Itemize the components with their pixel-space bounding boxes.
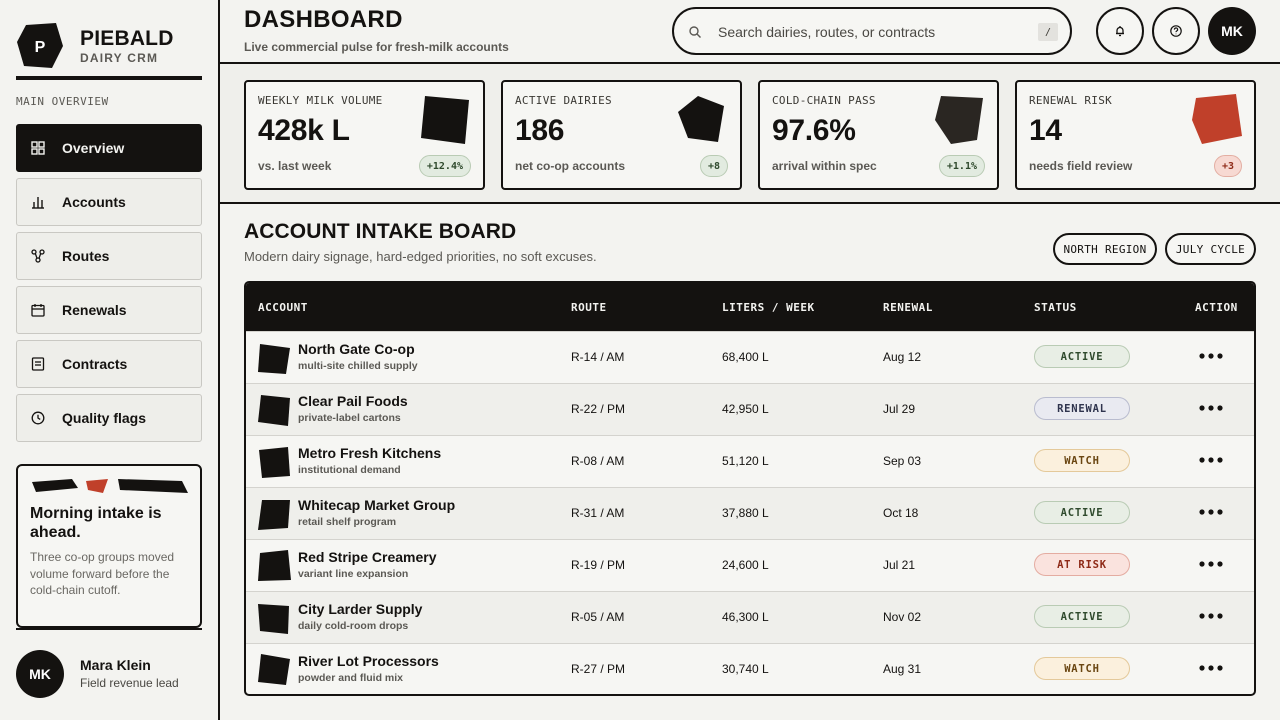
- account-desc: private-label cartons: [298, 412, 401, 424]
- kpi-shape: [421, 94, 471, 146]
- sidebar-item-renewals[interactable]: [16, 286, 202, 334]
- help-button[interactable]: [1152, 7, 1200, 55]
- renewal-cell: Oct 18: [883, 506, 919, 520]
- kpi-label: ACTIVE DAIRIES: [515, 94, 612, 107]
- search-shortcut-key: /: [1038, 23, 1058, 41]
- kpi-badge: +3: [1214, 155, 1242, 177]
- column-header-account[interactable]: ACCOUNT: [258, 301, 308, 314]
- header: [220, 0, 1280, 64]
- account-desc: variant line expansion: [298, 568, 409, 580]
- search-input[interactable]: [718, 20, 1018, 44]
- filter-chip-north-region[interactable]: NORTH REGION: [1053, 233, 1157, 265]
- more-icon: [1198, 457, 1224, 463]
- brand-logo: [16, 22, 64, 70]
- more-icon: [1198, 561, 1224, 567]
- route-cell: R-19 / PM: [571, 558, 626, 572]
- status-badge: WATCH: [1034, 449, 1130, 472]
- renewal-cell: Nov 02: [883, 610, 922, 624]
- user-name: Mara Klein: [80, 657, 151, 673]
- row-actions-button[interactable]: [1196, 448, 1226, 472]
- user-role: Field revenue lead: [80, 676, 179, 690]
- sidebar-item-contracts[interactable]: [16, 340, 202, 388]
- account-name[interactable]: Whitecap Market Group: [298, 497, 456, 513]
- status-badge: WATCH: [1034, 657, 1130, 680]
- status-badge: ACTIVE: [1034, 345, 1130, 368]
- bell-icon: [1114, 25, 1126, 37]
- account-mark: [258, 498, 292, 532]
- liters-cell: 46,300 L: [722, 610, 769, 624]
- column-header-route[interactable]: ROUTE: [571, 301, 607, 314]
- sidebar-item-routes[interactable]: [16, 232, 202, 280]
- kpi-value: 14: [1029, 114, 1062, 147]
- row-actions-button[interactable]: [1196, 500, 1226, 524]
- account-name[interactable]: Metro Fresh Kitchens: [298, 445, 442, 461]
- brand-logo-letter: P: [34, 39, 46, 56]
- filter-chip-july-cycle[interactable]: JULY CYCLE: [1165, 233, 1256, 265]
- table-header: [246, 283, 1254, 331]
- more-icon: [1198, 665, 1224, 671]
- sidebar-item-label: Renewals: [62, 302, 127, 318]
- promo-text: Three co-op groups moved volume forward before the cold-chain cutoff.: [30, 550, 175, 597]
- kpi-sub: vs. last week: [258, 159, 332, 173]
- table-row[interactable]: [246, 591, 1254, 643]
- promo-shapes: [30, 478, 190, 498]
- account-name[interactable]: City Larder Supply: [298, 601, 423, 617]
- board-title: ACCOUNT INTAKE BOARD: [244, 220, 517, 243]
- more-icon: [1198, 509, 1224, 515]
- avatar: MK: [16, 650, 64, 698]
- table-row[interactable]: [246, 435, 1254, 487]
- sidebar-item-quality-flags[interactable]: [16, 394, 202, 442]
- account-name[interactable]: Red Stripe Creamery: [298, 549, 437, 565]
- kpi-value: 186: [515, 114, 565, 147]
- kpi-shape: [935, 94, 985, 146]
- kpi-card-renewal-risk[interactable]: [1015, 80, 1256, 190]
- account-mark: [258, 342, 292, 376]
- grid-icon: [31, 141, 45, 155]
- sidebar-item-label: Contracts: [62, 356, 128, 372]
- column-header-liters[interactable]: LITERS / WEEK: [722, 301, 815, 314]
- kpi-badge: +8: [700, 155, 728, 177]
- account-mark: [258, 654, 292, 688]
- liters-cell: 37,880 L: [722, 506, 769, 520]
- kpi-value: 97.6%: [772, 114, 856, 147]
- row-actions-button[interactable]: [1196, 604, 1226, 628]
- column-header-action: ACTION: [1195, 301, 1238, 314]
- page-subtitle: Live commercial pulse for fresh-milk accounts: [244, 40, 509, 54]
- account-mark: [258, 394, 292, 428]
- more-icon: [1198, 353, 1224, 359]
- account-name[interactable]: Clear Pail Foods: [298, 393, 408, 409]
- kpi-label: WEEKLY MILK VOLUME: [258, 94, 383, 107]
- sidebar-item-label: Accounts: [62, 194, 126, 210]
- route-cell: R-22 / PM: [571, 402, 626, 416]
- renewal-cell: Jul 29: [883, 402, 916, 416]
- table-row[interactable]: [246, 643, 1254, 695]
- sidebar-item-label: Overview: [62, 140, 125, 156]
- sidebar-item-label: Routes: [62, 248, 110, 264]
- table-row[interactable]: [246, 539, 1254, 591]
- renewal-cell: Aug 31: [883, 662, 922, 676]
- search-icon: [688, 25, 702, 39]
- liters-cell: 51,120 L: [722, 454, 769, 468]
- account-mark: [258, 550, 292, 584]
- account-mark: [258, 446, 292, 480]
- account-desc: daily cold-room drops: [298, 620, 409, 632]
- sidebar-item-label: Quality flags: [62, 410, 147, 426]
- status-badge: AT RISK: [1034, 553, 1130, 576]
- route-cell: R-14 / AM: [571, 350, 625, 364]
- account-desc: retail shelf program: [298, 516, 397, 528]
- kpi-sub: net co-op accounts: [515, 159, 626, 173]
- route-cell: R-27 / PM: [571, 662, 626, 676]
- brand[interactable]: [16, 20, 202, 80]
- brand-sub: DAIRY CRM: [80, 51, 159, 65]
- account-desc: powder and fluid mix: [298, 672, 404, 684]
- search-bar[interactable]: [672, 7, 1072, 55]
- renewal-cell: Aug 12: [883, 350, 922, 364]
- kpi-shape: [678, 94, 728, 146]
- row-actions-button[interactable]: [1196, 344, 1226, 368]
- document-icon: [31, 357, 45, 371]
- route-cell: R-08 / AM: [571, 454, 625, 468]
- table-row[interactable]: [246, 383, 1254, 435]
- status-badge: RENEWAL: [1034, 397, 1130, 420]
- calendar-icon: [31, 303, 45, 317]
- more-icon: [1198, 613, 1224, 619]
- row-actions-button[interactable]: [1196, 656, 1226, 680]
- account-table: [244, 281, 1256, 696]
- kpi-label: RENEWAL RISK: [1029, 94, 1113, 107]
- account-name[interactable]: North Gate Co-op: [298, 341, 415, 357]
- route-icon: [31, 249, 45, 263]
- table-row[interactable]: [246, 487, 1254, 539]
- liters-cell: 24,600 L: [722, 558, 769, 572]
- column-header-renewal[interactable]: RENEWAL: [883, 301, 933, 314]
- account-mark: [258, 602, 292, 636]
- user-profile[interactable]: [16, 628, 202, 708]
- kpi-sub: needs field review: [1029, 159, 1133, 173]
- bar-chart-icon: [31, 195, 45, 209]
- route-cell: R-05 / AM: [571, 610, 625, 624]
- kpi-card-weekly-volume[interactable]: [244, 80, 485, 190]
- brand-name: PIEBALD: [80, 27, 174, 50]
- kpi-card-cold-chain-pass[interactable]: [758, 80, 999, 190]
- kpi-badge: +12.4%: [419, 155, 471, 177]
- sidebar: [0, 0, 220, 720]
- renewal-cell: Sep 03: [883, 454, 922, 468]
- notifications-button[interactable]: [1096, 7, 1144, 55]
- status-badge: ACTIVE: [1034, 501, 1130, 524]
- account-name[interactable]: River Lot Processors: [298, 653, 439, 669]
- liters-cell: 30,740 L: [722, 662, 769, 676]
- status-badge: ACTIVE: [1034, 605, 1130, 628]
- help-icon: [1170, 25, 1182, 37]
- kpi-badge: +1.1%: [939, 155, 985, 177]
- table-row[interactable]: [246, 331, 1254, 383]
- sidebar-item-accounts[interactable]: [16, 178, 202, 226]
- kpi-value: 428k L: [258, 114, 350, 147]
- board-subtitle: Modern dairy signage, hard-edged priorities, no soft excuses.: [244, 249, 597, 264]
- header-avatar[interactable]: MK: [1208, 7, 1256, 55]
- liters-cell: 68,400 L: [722, 350, 769, 364]
- kpi-card-active-dairies[interactable]: [501, 80, 742, 190]
- nav-section-label: MAIN OVERVIEW: [16, 95, 109, 108]
- clock-icon: [31, 411, 45, 425]
- column-header-status[interactable]: STATUS: [1034, 301, 1077, 314]
- sidebar-item-overview[interactable]: [16, 124, 202, 172]
- kpi-band: [220, 64, 1280, 204]
- renewal-cell: Jul 21: [883, 558, 916, 572]
- row-actions-button[interactable]: [1196, 396, 1226, 420]
- more-icon: [1198, 405, 1224, 411]
- kpi-shape: [1192, 94, 1242, 146]
- promo-card: [16, 464, 202, 628]
- account-desc: institutional demand: [298, 464, 401, 476]
- page-title: DASHBOARD: [244, 6, 403, 33]
- promo-title: Morning intake is ahead.: [30, 505, 162, 541]
- row-actions-button[interactable]: [1196, 552, 1226, 576]
- kpi-label: COLD-CHAIN PASS: [772, 94, 876, 107]
- account-desc: multi-site chilled supply: [298, 360, 418, 372]
- route-cell: R-31 / AM: [571, 506, 625, 520]
- liters-cell: 42,950 L: [722, 402, 769, 416]
- kpi-sub: arrival within spec: [772, 159, 877, 173]
